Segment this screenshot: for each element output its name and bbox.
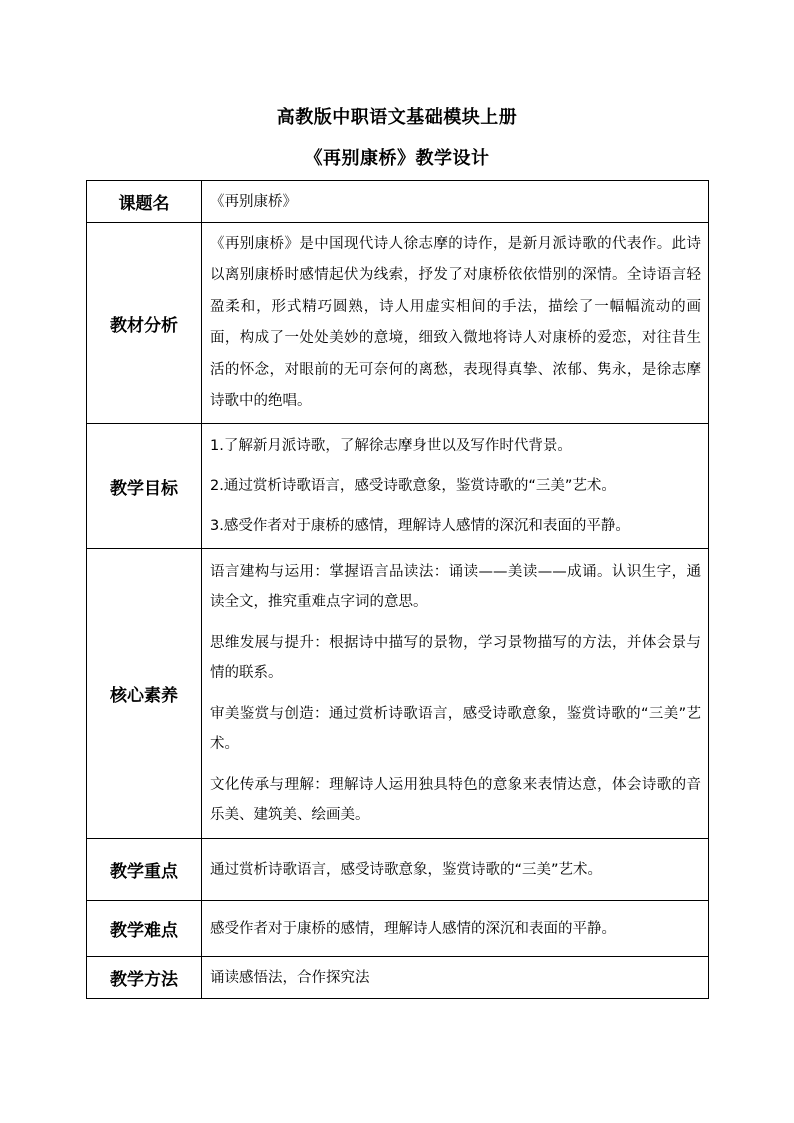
content-paragraph: 语言建构与运用：掌握语言品读法：诵读——美读——成诵。认识生字，通读全文，推究重难点字词的意思。: [210, 564, 701, 611]
row-label: 课题名: [87, 181, 202, 223]
row-label: 核心素养: [87, 549, 202, 839]
row-content: [202, 839, 709, 901]
row-content: [202, 549, 709, 839]
table-row-difficult-points: [87, 901, 709, 957]
table-row-material-analysis: [87, 223, 709, 424]
row-label: 教材分析: [87, 223, 202, 424]
document-subtitle: 《再别康桥》教学设计: [304, 148, 490, 169]
content-paragraph: 《再别康桥》是中国现代诗人徐志摩的诗作，是新月派诗歌的代表作。此诗以离别康桥时感情起伏为线索，抒发了对康桥依依惜别的深情。全诗语言轻盈柔和，形式精巧圆熟，诗人用虚实相间的手法，描绘了一幅幅流动的画面，构成了一处处美妙的意境，细致入微地将诗人对康桥的爱恋，对往昔生活的怀念，对眼前的无可奈何的离愁，表现得真挚、浓郁、隽永，是徐志摩诗歌中的绝唱。: [210, 236, 701, 410]
lesson-plan-table: [86, 180, 709, 999]
content-paragraph: 《再别康桥》: [210, 193, 297, 210]
content-paragraph: 1.了解新月派诗歌，了解徐志摩身世以及写作时代背景。: [210, 438, 572, 455]
table-row-key-points: [87, 839, 709, 901]
table-row-teaching-methods: [87, 957, 709, 999]
content-paragraph: 2.通过赏析诗歌语言，感受诗歌意象，鉴赏诗歌的“三美”艺术。: [210, 478, 616, 495]
row-content: [202, 181, 709, 223]
row-content: [202, 424, 709, 549]
content-paragraph: 通过赏析诗歌语言，感受诗歌意象，鉴赏诗歌的“三美”艺术。: [210, 861, 603, 878]
table-row-core-literacy: [87, 549, 709, 839]
content-paragraph: 3.感受作者对于康桥的感情，理解诗人感情的深沉和表面的平静。: [210, 518, 630, 535]
document-title: 高教版中职语文基础模块上册: [276, 107, 518, 128]
content-paragraph: 感受作者对于康桥的感情，理解诗人感情的深沉和表面的平静。: [210, 920, 616, 937]
content-paragraph: 审美鉴赏与创造：通过赏析诗歌语言，感受诗歌意象，鉴赏诗歌的“三美”艺术。: [210, 706, 701, 753]
row-content: [202, 223, 709, 424]
content-paragraph: 文化传承与理解：理解诗人运用独具特色的意象来表情达意，体会诗歌的音乐美、建筑美、绘画美。: [210, 777, 701, 824]
content-paragraph: 诵读感悟法，合作探究法: [210, 969, 370, 986]
content-paragraph: 思维发展与提升：根据诗中描写的景物，学习景物描写的方法，并体会景与情的联系。: [210, 635, 701, 682]
row-label: 教学方法: [87, 957, 202, 999]
table-row-teaching-goals: [87, 424, 709, 549]
row-label: 教学难点: [87, 901, 202, 957]
row-content: [202, 957, 709, 999]
row-label: 教学重点: [87, 839, 202, 901]
row-content: [202, 901, 709, 957]
table-row-topic: [87, 181, 709, 223]
row-label: 教学目标: [87, 424, 202, 549]
